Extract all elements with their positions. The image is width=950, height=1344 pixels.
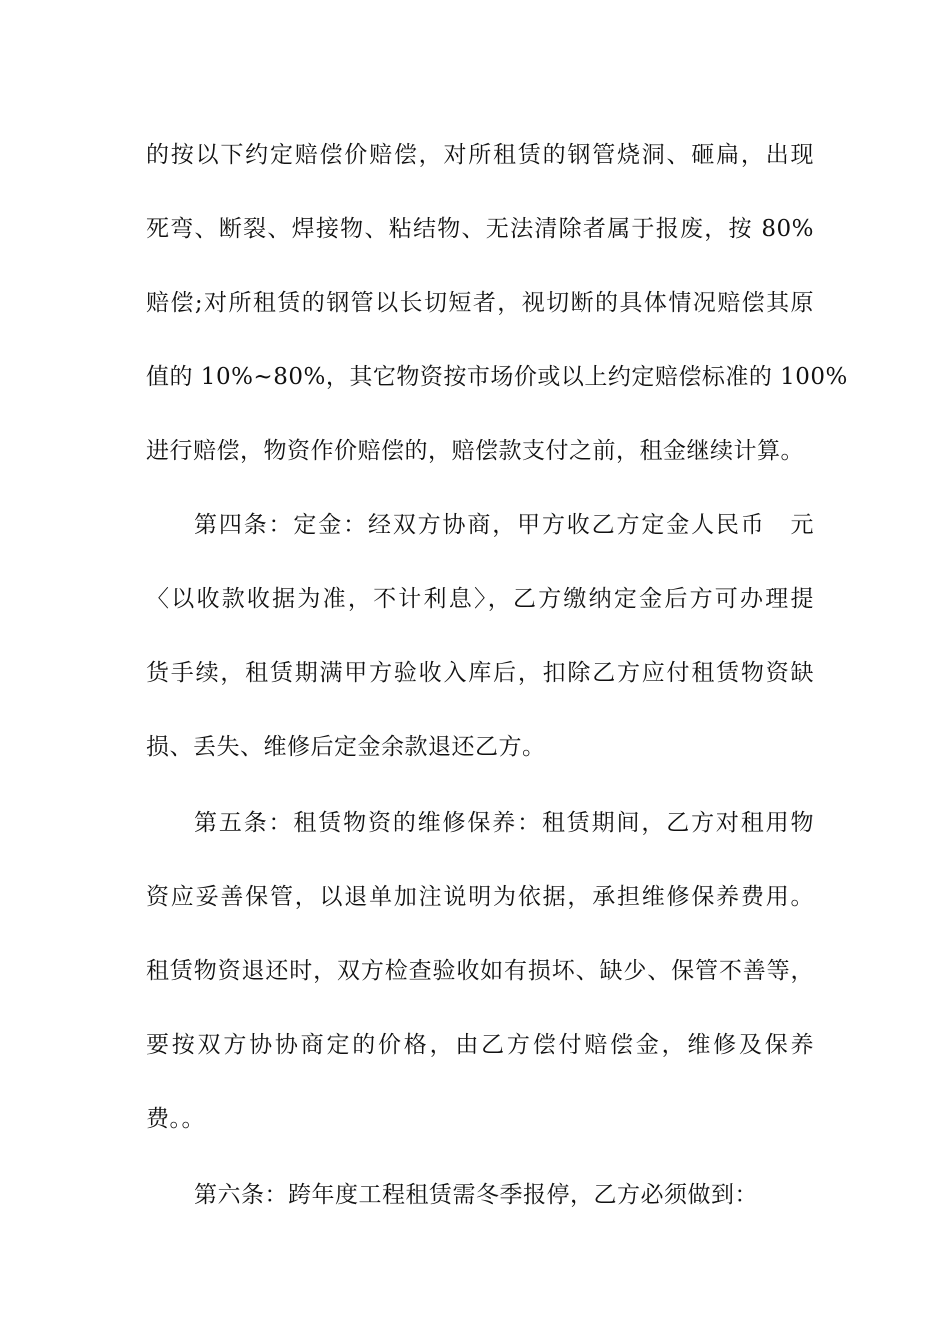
text-line-4: 值的 10%~80%，其它物资按市场价或以上约定赔偿标准的 100% <box>146 364 848 390</box>
text-line-9: 损、丢失、维修后定金余款退还乙方。 <box>146 734 546 760</box>
text-line-13: 要按双方协协商定的价格，由乙方偿付赔偿金，维修及保养 <box>146 1032 814 1058</box>
text-line-1: 的按以下约定赔偿价赔偿，对所租赁的钢管烧洞、砸扁，出现 <box>146 142 814 168</box>
text-line-11: 资应妥善保管，以退单加注说明为依据，承担维修保养费用。 <box>146 884 814 910</box>
text-line-8: 货手续，租赁期满甲方验收入库后，扣除乙方应付租赁物资缺 <box>146 660 814 686</box>
text-line-3: 赔偿;对所租赁的钢管以长切短者，视切断的具体情况赔偿其原 <box>146 290 814 316</box>
article-6-heading-line: 第六条：跨年度工程租赁需冬季报停，乙方必须做到： <box>194 1182 758 1208</box>
text-line-2: 死弯、断裂、焊接物、粘结物、无法清除者属于报废，按 80% <box>146 216 814 242</box>
text-line-12: 租赁物资退还时，双方检查验收如有损坏、缺少、保管不善等， <box>146 958 814 984</box>
text-line-14: 费。。 <box>146 1106 205 1132</box>
article-4-heading-line: 第四条：定金：经双方协商，甲方收乙方定金人民币 元 <box>194 512 814 538</box>
text-line-5: 进行赔偿，物资作价赔偿的，赔偿款支付之前，租金继续计算。 <box>146 438 804 464</box>
text-line-7: 〈以收款收据为准，不计利息〉，乙方缴纳定金后方可办理提 <box>146 586 814 612</box>
article-5-heading-line: 第五条：租赁物资的维修保养：租赁期间，乙方对租用物 <box>194 810 814 836</box>
